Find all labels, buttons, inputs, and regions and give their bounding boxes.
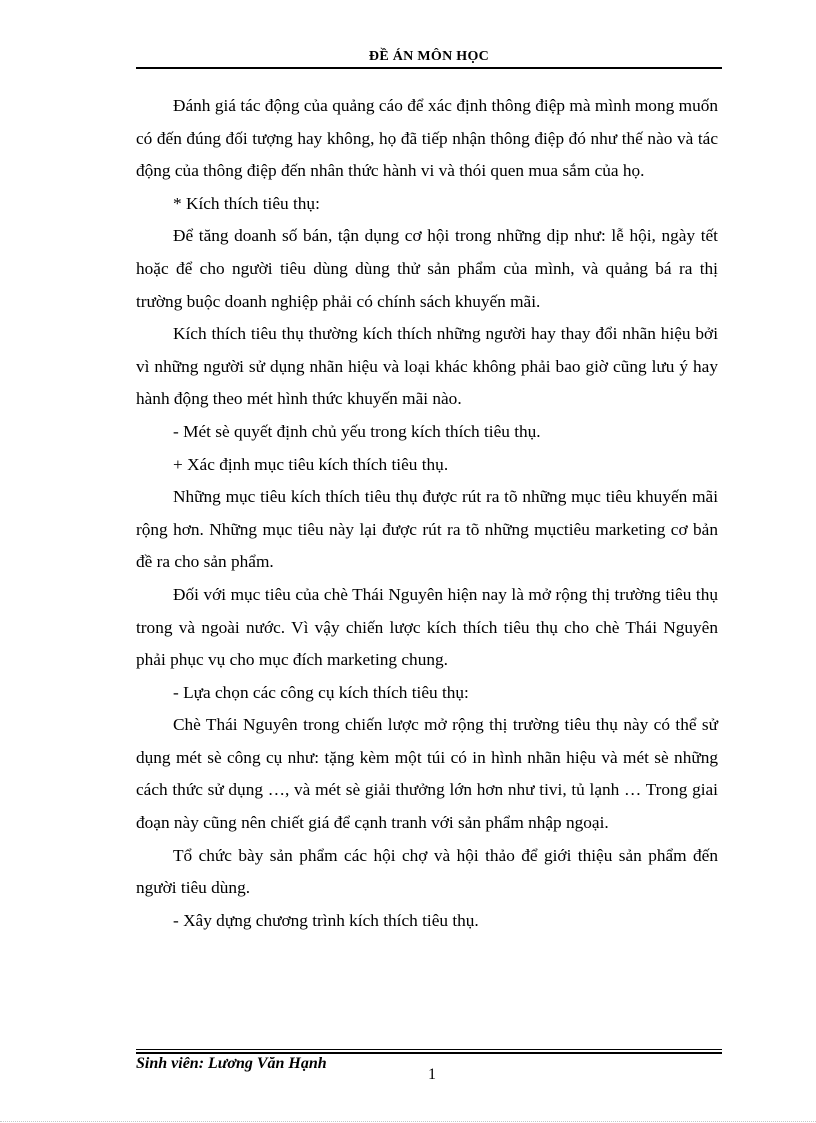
footer-rule-thin [136, 1049, 722, 1050]
paragraph-3: Để tăng doanh số bán, tận dụng cơ hội trong những dịp như: lễ hội, ngày tết hoặc để cho người tiêu dùng dùng thử sản phẩm của mình, và quảng bá ra thị trường buộc doanh nghiệp phải có chính sách khuyến mãi. [136, 226, 718, 311]
document-body [136, 90, 718, 937]
paragraph-6: + Xác định mục tiêu kích thích tiêu thụ. [173, 454, 449, 474]
footer-student-name: Sinh viên: Lương Văn Hạnh [136, 1055, 327, 1072]
paragraph-8: Đối với mục tiêu của chè Thái Nguyên hiện nay là mở rộng thị trường tiêu thụ trong và ngoài nước. Vì vậy chiến lược kích thích tiêu thụ cho chè Thái Nguyên phải phục vụ cho mục đích marketing chung. [136, 584, 718, 670]
paragraph-4: Kích thích tiêu thụ thường kích thích những người hay thay đổi nhãn hiệu bởi vì những người sử dụng nhãn hiệu và loại khác không phải bao giờ cũng lưu ý hay hành động theo mét hình thức khuyến mãi nào. [136, 324, 718, 409]
page-bottom-edge [0, 1121, 816, 1122]
paragraph-12: - Xây dựng chương trình kích thích tiêu thụ. [173, 910, 479, 930]
paragraph-10: Chè Thái Nguyên trong chiến lược mở rộng thị trường tiêu thụ này có thể sử dụng mét sè công cụ như: tặng kèm một túi có in hình nhãn hiệu và mét sè những cách thức sử dụng …, và mét sè giải thưởng lớn hơn như tivi, tủ lạnh … Trong giai đoạn này cũng nên chiết giá để cạnh tranh với sản phẩm nhập ngoại. [136, 715, 718, 833]
paragraph-11: Tổ chức bày sản phẩm các hội chợ và hội thảo để giới thiệu sản phẩm đến người tiêu dùng. [136, 845, 718, 898]
paragraph-9: - Lựa chọn các công cụ kích thích tiêu thụ: [173, 682, 469, 702]
paragraph-7: Những mục tiêu kích thích tiêu thụ được rút ra tõ những mục tiêu khuyến mãi rộng hơn. Những mục tiêu này lại được rút ra tõ những mụctiêu marketing cơ bản đề ra cho sản phẩm. [136, 487, 718, 572]
paragraph-1: Đánh giá tác động của quảng cáo để xác định thông điệp mà mình mong muốn có đến đúng đối tượng hay không, họ đã tiếp nhận thông điệp đó như thế nào và tác động của thông điệp đến nhân thức hành vi và thói quen mua sắm của họ. [136, 96, 718, 181]
paragraph-5: - Mét sè quyết định chủ yếu trong kích thích tiêu thụ. [173, 421, 541, 441]
paragraph-2: * Kích thích tiêu thụ: [173, 193, 320, 213]
page-header-title: ĐỀ ÁN MÔN HỌC [368, 49, 490, 64]
footer-rule-thick [136, 1052, 722, 1054]
header-rule [136, 67, 722, 69]
page-number: 1 [428, 1066, 436, 1083]
